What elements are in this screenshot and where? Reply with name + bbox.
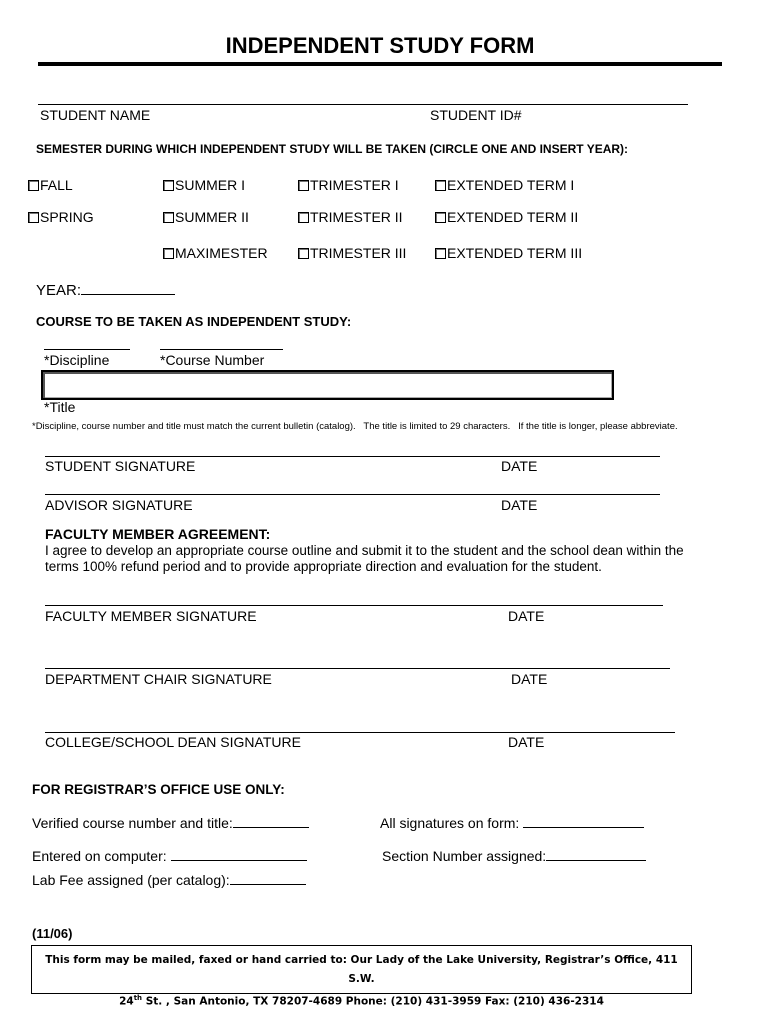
course-number-field[interactable]	[160, 349, 283, 350]
extended1-checkbox[interactable]	[435, 177, 574, 193]
student-name-label: STUDENT NAME	[40, 107, 151, 123]
advisor-signature-field[interactable]	[45, 494, 660, 495]
advisor-date-label: DATE	[501, 497, 538, 513]
verified-label: Verified course number and title:	[32, 815, 233, 831]
faculty-signature-field[interactable]	[45, 605, 663, 606]
course-heading: COURSE TO BE TAKEN AS INDEPENDENT STUDY:	[36, 314, 352, 329]
checkbox-square-icon	[298, 212, 309, 223]
course-title-input[interactable]	[41, 370, 614, 400]
trimester1-label: TRIMESTER I	[310, 177, 399, 193]
chair-date-label: DATE	[511, 671, 548, 687]
student-signature-field[interactable]	[45, 456, 660, 457]
faculty-date-label: DATE	[508, 608, 545, 624]
extended2-checkbox[interactable]	[435, 209, 578, 225]
extended3-checkbox[interactable]	[435, 245, 582, 261]
footer-street-number: 24	[119, 995, 134, 1008]
checkbox-square-icon	[298, 248, 309, 259]
faculty-signature-label: FACULTY MEMBER SIGNATURE	[45, 608, 257, 624]
checkbox-square-icon	[163, 180, 174, 191]
checkbox-square-icon	[163, 212, 174, 223]
agreement-line-2: terms 100% refund period and to provide appropriate direction and evaluation for the student.	[45, 559, 602, 574]
verified-field[interactable]	[233, 813, 309, 828]
dean-date-label: DATE	[508, 734, 545, 750]
section-field[interactable]	[546, 846, 646, 861]
student-signature-label: STUDENT SIGNATURE	[45, 458, 196, 474]
student-date-label: DATE	[501, 458, 538, 474]
summer1-checkbox[interactable]	[163, 177, 245, 193]
checkbox-square-icon	[435, 212, 446, 223]
advisor-signature-label: ADVISOR SIGNATURE	[45, 497, 193, 513]
spring-label: SPRING	[40, 209, 94, 225]
footer-line-2	[32, 989, 691, 1012]
title-rule	[38, 62, 722, 66]
entered-label: Entered on computer:	[32, 848, 167, 864]
trimester3-label: TRIMESTER III	[310, 245, 407, 261]
checkbox-square-icon	[435, 180, 446, 191]
checkbox-square-icon	[435, 248, 446, 259]
revision-date: (11/06)	[32, 926, 73, 941]
discipline-field[interactable]	[44, 349, 130, 350]
year-row	[36, 280, 175, 299]
footer-line-1: This form may be mailed, faxed or hand carried to: Our Lady of the Lake University, Registrar’s Office, 411 S.W.	[45, 954, 678, 985]
entered-row	[32, 846, 307, 864]
all-signatures-row	[380, 813, 644, 831]
year-field[interactable]	[81, 280, 175, 295]
form-title: INDEPENDENT STUDY FORM	[225, 33, 535, 58]
agreement-line-1: I agree to develop an appropriate course outline and submit it to the student and the school dean within the	[45, 543, 684, 558]
title-label: *Title	[44, 399, 76, 415]
trimester1-checkbox[interactable]	[298, 177, 399, 193]
summer2-checkbox[interactable]	[163, 209, 249, 225]
extended2-label: EXTENDED TERM II	[447, 209, 579, 225]
course-note: *Discipline, course number and title must match the current bulletin (catalog). The title is limited to 29 characters. If the title is longer, please abbreviate.	[32, 421, 678, 432]
all-signatures-field[interactable]	[523, 813, 644, 828]
footer-box	[31, 945, 692, 1008]
chair-signature-label: DEPARTMENT CHAIR SIGNATURE	[45, 671, 272, 687]
student-id-label: STUDENT ID#	[430, 107, 522, 123]
maximester-label: MAXIMESTER	[175, 245, 268, 261]
section-row	[382, 846, 646, 864]
extended1-label: EXTENDED TERM I	[447, 177, 575, 193]
fall-label: FALL	[40, 177, 73, 193]
discipline-label: *Discipline	[44, 352, 110, 368]
year-label: YEAR:	[36, 282, 82, 299]
student-name-field[interactable]	[38, 104, 688, 105]
semester-prompt: SEMESTER DURING WHICH INDEPENDENT STUDY WILL BE TAKEN (CIRCLE ONE AND INSERT YEAR):	[36, 142, 629, 156]
summer2-label: SUMMER II	[175, 209, 249, 225]
lab-fee-field[interactable]	[230, 870, 306, 885]
section-label: Section Number assigned:	[382, 848, 547, 864]
footer-address: St. , San Antonio, TX 78207-4689 Phone: (210) 431-3959 Fax: (210) 436-2314	[142, 995, 604, 1008]
extended3-label: EXTENDED TERM III	[447, 245, 583, 261]
checkbox-square-icon	[163, 248, 174, 259]
chair-signature-field[interactable]	[45, 668, 670, 669]
spring-checkbox[interactable]	[28, 209, 94, 225]
verified-row	[32, 813, 309, 831]
lab-fee-row	[32, 870, 306, 888]
entered-field[interactable]	[171, 846, 307, 861]
dean-signature-label: COLLEGE/SCHOOL DEAN SIGNATURE	[45, 734, 301, 750]
summer1-label: SUMMER I	[175, 177, 245, 193]
dean-signature-field[interactable]	[45, 732, 675, 733]
registrar-heading: FOR REGISTRAR’S OFFICE USE ONLY:	[32, 782, 285, 797]
maximester-checkbox[interactable]	[163, 245, 268, 261]
footer-ordinal-suffix: th	[133, 994, 143, 1002]
checkbox-square-icon	[298, 180, 309, 191]
checkbox-square-icon	[28, 180, 39, 191]
trimester2-checkbox[interactable]	[298, 209, 403, 225]
all-signatures-label: All signatures on form:	[380, 815, 520, 831]
lab-fee-label: Lab Fee assigned (per catalog):	[32, 872, 230, 888]
course-number-label: *Course Number	[160, 352, 265, 368]
trimester3-checkbox[interactable]	[298, 245, 406, 261]
trimester2-label: TRIMESTER II	[310, 209, 403, 225]
checkbox-square-icon	[28, 212, 39, 223]
agreement-heading: FACULTY MEMBER AGREEMENT:	[45, 526, 271, 542]
fall-checkbox[interactable]	[28, 177, 73, 193]
